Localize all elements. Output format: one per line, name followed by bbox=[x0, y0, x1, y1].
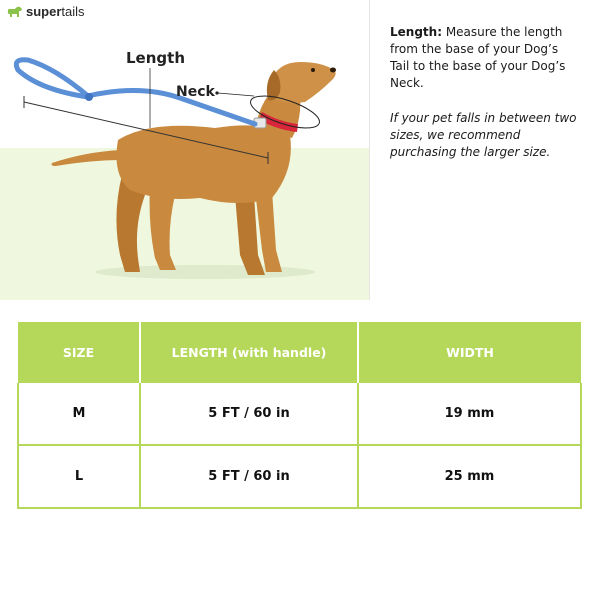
leash-icon bbox=[16, 60, 255, 124]
neck-label: Neck bbox=[176, 84, 215, 100]
length-instruction-heading: Length: bbox=[390, 25, 442, 39]
measurement-instructions bbox=[390, 24, 580, 161]
dog-tail bbox=[52, 150, 123, 166]
cell-length: 5 FT / 60 in bbox=[140, 445, 358, 508]
length-label: Length bbox=[126, 49, 185, 67]
cell-size: L bbox=[18, 445, 140, 508]
cell-size: M bbox=[18, 383, 140, 445]
panel-divider bbox=[369, 0, 370, 300]
cell-width: 25 mm bbox=[358, 445, 581, 508]
size-chart-table bbox=[17, 322, 582, 509]
header-length: LENGTH (with handle) bbox=[140, 322, 358, 383]
product-illustration-panel bbox=[0, 0, 370, 300]
table-row bbox=[18, 383, 581, 445]
cell-width: 19 mm bbox=[358, 383, 581, 445]
length-instruction bbox=[390, 24, 580, 92]
header-size: SIZE bbox=[18, 322, 140, 383]
dog-body bbox=[117, 125, 291, 203]
length-instruction-text: Measure the length from the base of your Dog’s Tail to the base of your Dog’s Neck. bbox=[390, 25, 566, 90]
table-header-row bbox=[18, 322, 581, 383]
dog-measurement-diagram bbox=[0, 0, 370, 300]
leash-handle-knot bbox=[85, 93, 93, 101]
table-row bbox=[18, 445, 581, 508]
cell-length: 5 FT / 60 in bbox=[140, 383, 358, 445]
brand-name-rest: tails bbox=[61, 4, 85, 19]
brand-name-bold: super bbox=[26, 4, 62, 19]
dog-nose bbox=[330, 68, 336, 73]
dog-eye bbox=[311, 68, 315, 72]
size-advice-note: If your pet falls in between two sizes, we recommend purchasing the larger size. bbox=[390, 111, 577, 159]
header-width: WIDTH bbox=[358, 322, 581, 383]
